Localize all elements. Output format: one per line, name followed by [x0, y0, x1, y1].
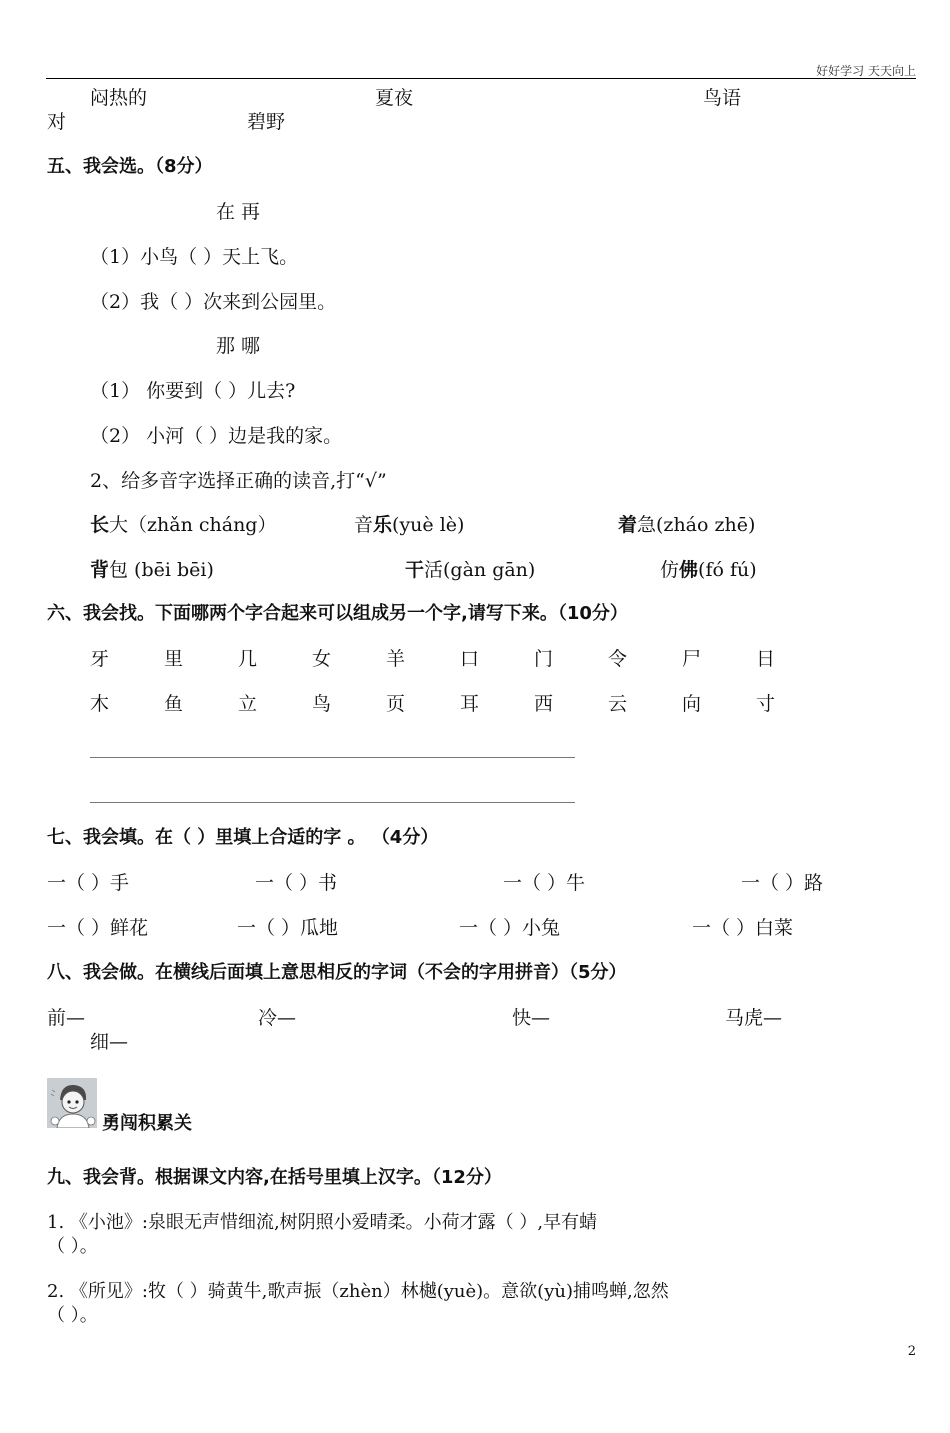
s5-question-2: （2）我（ ）次来到公园里。: [90, 291, 337, 313]
word-niaoyu: 鸟语: [703, 87, 742, 109]
s6-char: 几: [238, 648, 258, 670]
s9-question-2-line-1: 2. 《所见》:牧（ ）骑黄牛,歌声振（zhèn）林樾(yuè)。意欲(yù)捕鸣蝉,忽然: [47, 1281, 669, 1302]
s6-char: 耳: [460, 693, 480, 715]
polyphone-item: 长大（zhǎn cháng）: [90, 514, 277, 536]
antonym-item: 前—: [47, 1007, 86, 1029]
page-header-text: 好好学习 天天向上: [816, 64, 916, 78]
antonym-item: 细—: [90, 1031, 129, 1053]
measure-word-item: 一（ ）牛: [503, 872, 586, 894]
page-number: 2: [907, 1344, 916, 1359]
s9-question-2-line-2: （ ）。: [47, 1305, 98, 1326]
choice-pair-zai: 在 再: [216, 201, 261, 223]
measure-word-item: 一（ ）瓜地: [237, 917, 339, 939]
s6-char: 鱼: [164, 693, 184, 715]
s6-char: 云: [608, 693, 628, 715]
section-8-title: 八、我会做。在横线后面填上意思相反的字词（不会的字用拼音）（5分）: [47, 962, 627, 983]
s9-question-1-line-2: （ ）。: [47, 1236, 98, 1257]
antonym-item: 快—: [512, 1007, 551, 1029]
s6-char: 鸟: [312, 693, 332, 715]
word-menre: 闷热的: [90, 87, 148, 109]
s5-question-4: （2） 小河（ ）边是我的家。: [90, 425, 343, 447]
polyphone-item: 干活(gàn gān): [405, 559, 536, 581]
measure-word-item: 一（ ）手: [47, 872, 130, 894]
s6-char: 令: [608, 648, 628, 670]
s6-char: 页: [386, 693, 406, 715]
s6-char: 门: [534, 648, 554, 670]
section-5-title: 五、我会选。（8分）: [47, 156, 213, 177]
answer-line[interactable]: [90, 757, 575, 758]
header-rule: [46, 78, 916, 79]
s6-char: 立: [238, 693, 258, 715]
polyphone-item: 音乐(yuè lè): [354, 514, 465, 536]
cartoon-boy-icon: [47, 1078, 97, 1128]
s6-char: 里: [164, 648, 184, 670]
measure-word-item: 一（ ）书: [255, 872, 338, 894]
word-xiaye: 夏夜: [375, 87, 414, 109]
section-9-title: 九、我会背。根据课文内容,在括号里填上汉字。（12分）: [47, 1167, 502, 1188]
choice-pair-na: 那 哪: [216, 335, 261, 357]
measure-word-item: 一（ ）小兔: [459, 917, 561, 939]
s5-subtitle-polyphone: 2、给多音字选择正确的读音,打“√”: [90, 470, 387, 492]
measure-word-item: 一（ ）路: [741, 872, 824, 894]
s6-char: 牙: [90, 648, 110, 670]
measure-word-item: 一（ ）白菜: [692, 917, 794, 939]
polyphone-item: 仿佛(fó fú): [660, 559, 757, 581]
polyphone-item: 着急(zháo zhē): [618, 514, 756, 536]
s6-char: 日: [756, 648, 776, 670]
answer-line[interactable]: [90, 802, 575, 803]
s5-question-3: （1） 你要到（ ）儿去?: [90, 380, 296, 402]
section-banner-label: 勇闯积累关: [102, 1113, 192, 1134]
antonym-item: 马虎—: [725, 1007, 783, 1029]
s6-char: 尸: [682, 648, 702, 670]
s6-char: 寸: [756, 693, 776, 715]
section-6-title: 六、我会找。下面哪两个字合起来可以组成另一个字,请写下来。（10分）: [47, 603, 628, 624]
s6-char: 西: [534, 693, 554, 715]
s6-char: 羊: [386, 648, 406, 670]
polyphone-item: 背包 (bēi bēi): [90, 559, 214, 581]
s6-char: 女: [312, 648, 332, 670]
measure-word-item: 一（ ）鲜花: [47, 917, 149, 939]
section-7-title: 七、我会填。在（ ）里填上合适的字 。 （4分）: [47, 827, 439, 848]
s6-char: 向: [682, 693, 702, 715]
word-dui: 对: [47, 111, 67, 133]
word-biye: 碧野: [247, 111, 286, 133]
s9-question-1-line-1: 1. 《小池》:泉眼无声惜细流,树阴照小爱晴柔。小荷才露（ ）,早有蜻: [47, 1212, 598, 1233]
antonym-item: 冷—: [258, 1007, 297, 1029]
s5-question-1: （1）小鸟（ ）天上飞。: [90, 246, 299, 268]
s6-char: 木: [90, 693, 110, 715]
s6-char: 口: [460, 648, 480, 670]
